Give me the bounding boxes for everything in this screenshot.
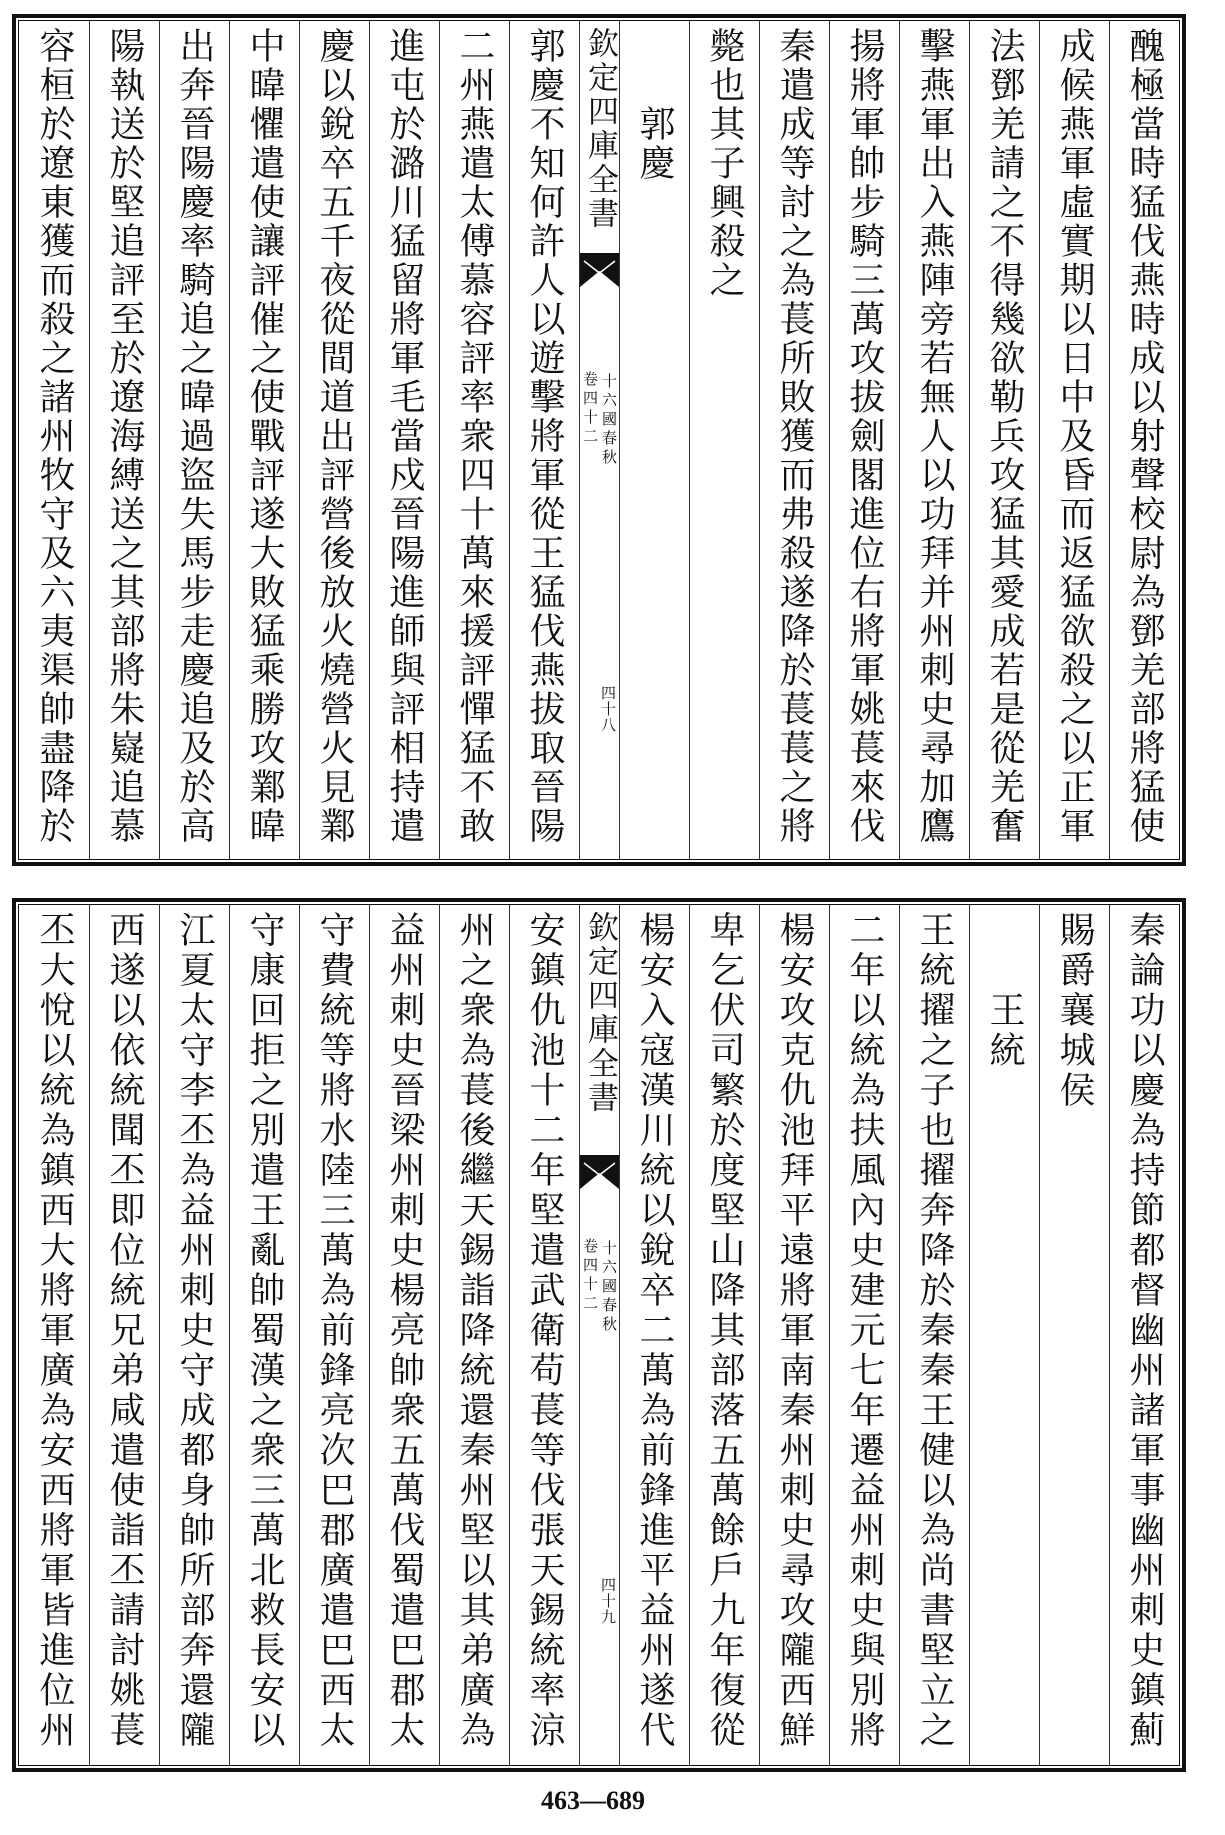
section-heading: 郭慶 [619,21,689,859]
text-column: 二州燕遣太傅慕容評率衆四十萬來援評憚猛不敢 [439,21,509,859]
text-column: 安鎮仇池十二年堅遣武衛苟萇等伐張天錫統率涼 [509,905,579,1765]
text-column: 容桓於遼東獲而殺之諸州牧守及六夷渠帥盡降於 [34,27,75,846]
text-column: 益州刺史晉梁州刺史楊亮帥衆五萬伐蜀遣巴郡太 [369,905,439,1765]
text-column: 法鄧羌請之不得幾欲勒兵攻猛其愛成若是從羌奮 [969,21,1039,859]
text-column: 醜極當時猛伐燕時成以射聲校尉為鄧羌部將猛使 [1109,21,1179,859]
text-column: 王統擢之子也擢奔降於秦秦王健以為尚書堅立之 [899,905,969,1765]
text-column: 斃也其子興殺之 [689,21,759,859]
text-column: 慶以銳卒五千夜從間道出評營後放火燒營火見鄴 [299,21,369,859]
text-column: 楊安攻克仇池拜平遠將軍南秦州刺史尋攻隴西鮮 [759,905,829,1765]
text-column: 陽執送於堅追評至於遼海縛送之其部將朱嶷追慕 [89,21,159,859]
text-column: 進屯於潞川猛留將軍毛當戍晉陽進師與評相持遣 [369,21,439,859]
text-column: 中暐懼遣使讓評催之使戰評遂大敗猛乘勝攻鄴暐 [229,21,299,859]
text-column: 州之衆為萇後繼天錫詣降統還秦州堅以其弟廣為 [439,905,509,1765]
text-column: 二年以統為扶風內史建元七年遷益州刺史與別將 [829,905,899,1765]
text-column: 擊燕軍出入燕陣旁若無人以功拜并州刺史尋加鷹 [899,21,969,859]
scan-page-reference: 463—689 [541,1786,645,1815]
text-column: 守費統等將水陸三萬為前鋒亮次巴郡廣遣巴西太 [299,905,369,1765]
bottom-text-columns [19,905,1179,1765]
collection-title: 欽定四庫全書 [582,911,618,1115]
center-fold-column [579,21,619,859]
text-column: 丕大悅以統為鎮西大將軍廣為安西將軍皆進位州 [34,911,75,1751]
text-column: 郭慶不知何許人以遊擊將軍從王猛伐燕拔取晉陽 [509,21,579,859]
text-column: 楊安入寇漢川統以銳卒二萬為前鋒進平益州遂代 [619,905,689,1765]
text-column: 揚將軍帥步騎三萬攻拔劍閣進位右將軍姚萇來伐 [829,21,899,859]
text-column: 出奔晉陽慶率騎追之暐過盜失馬步走慶追及於高 [159,21,229,859]
text-column: 賜爵襄城侯 [1039,905,1109,1765]
text-column: 秦論功以慶為持節都督幽州諸軍事幽州刺史鎮薊 [1109,905,1179,1765]
text-column: 卑乞伏司繁於度堅山降其部落五萬餘戶九年復從 [689,905,759,1765]
page-number: 四十九 [599,1577,617,1625]
book-title: 十六國春秋 [600,1240,618,1335]
center-fold-column [579,905,619,1765]
fish-tail-mark-icon [580,1155,619,1189]
bottom-page-panel [12,898,1186,1772]
collection-title: 欽定四庫全書 [582,27,618,231]
book-title: 十六國春秋 [600,373,618,468]
volume-label: 卷四十二 [581,371,599,447]
section-heading: 王統 [969,905,1039,1765]
text-column: 江夏太守李丕為益州刺史守成都身帥所部奔還隴 [159,905,229,1765]
page-number: 四十八 [599,685,617,733]
text-column: 守康回拒之別遣王亂帥蜀漢之衆三萬北救長安以 [229,905,299,1765]
text-column: 西遂以依統聞丕即位統兄弟咸遣使詣丕請討姚萇 [89,905,159,1765]
volume-label: 卷四十二 [581,1238,599,1314]
top-page-panel [12,14,1186,866]
top-text-columns [19,21,1179,859]
text-column: 秦遣成等討之為萇所敗獲而弗殺遂降於萇萇之將 [759,21,829,859]
fish-tail-mark-icon [580,253,619,287]
text-column: 成候燕軍虛實期以日中及昏而返猛欲殺之以正軍 [1039,21,1109,859]
